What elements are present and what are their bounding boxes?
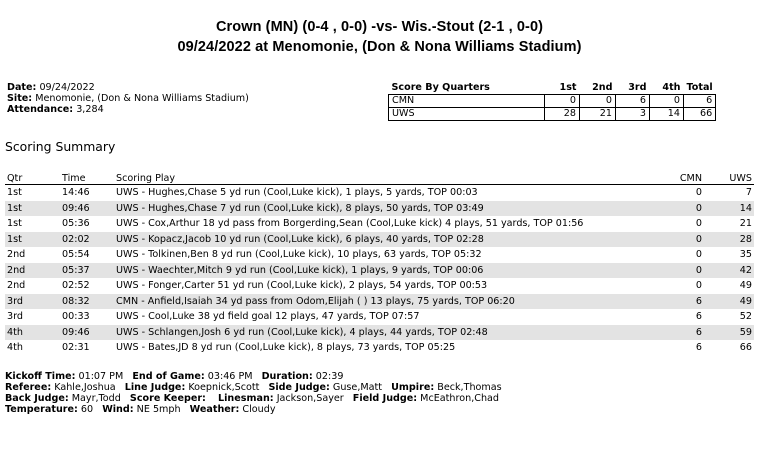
time-cell: 02:02 [60,232,114,248]
scoring-summary-table [5,170,754,356]
col-header-qtr: Qtr [5,170,60,185]
sbq-quarter-score: 6 [616,95,650,108]
home-score-cell: 7 [745,187,752,198]
col-header-time: Time [60,170,114,185]
scoring-row [5,294,754,310]
away-score-cell: 6 [654,294,704,310]
home-score-cell: 14 [704,201,754,217]
time-cell: 05:36 [62,218,90,229]
home-score-cell: 21 [739,218,752,229]
referee-value: Kahle,Joshua [54,382,116,393]
sbq-col-header: 3rd [628,82,647,93]
scoring-row [5,263,754,279]
end-value: 03:46 PM [207,371,253,382]
game-attendance [7,104,104,115]
officials-line-1 [5,383,502,394]
weather-line [5,405,276,416]
sbq-quarter-score: 0 [580,95,616,108]
sbq-quarter-score: 0 [650,95,684,108]
col-header-home: UWS [704,170,754,185]
away-score-cell: 6 [654,325,704,341]
site-label: Site: [7,93,33,104]
scoring-play-cell: UWS - Fonger,Carter 51 yd run (Cool,Luke kick), 2 plays, 54 yards, TOP 00:53 [116,280,488,291]
scoring-play-cell: CMN - Anfield,Isaiah 34 yd pass from Odom,Elijah ( ) 13 plays, 75 yards, TOP 06:20 [114,294,654,310]
scoring-row [5,278,754,294]
time-cell: 08:32 [60,294,114,310]
referee-label: Referee: [5,382,52,393]
away-score-cell: 6 [695,311,702,322]
home-score-cell: 52 [739,311,752,322]
home-score-cell: 49 [739,280,752,291]
away-score-cell: 6 [695,342,702,353]
linesman-label: Linesman: [218,393,274,404]
away-score-cell: 0 [695,280,702,291]
sbq-quarter-score: 3 [616,108,650,121]
away-score-cell: 0 [695,249,702,260]
linesman-value: Jackson,Sayer [276,393,344,404]
side-judge-value: Guse,Matt [332,382,383,393]
scoring-rows [5,185,754,356]
game-site [7,93,249,104]
home-score-cell: 59 [704,325,754,341]
sbq-total: 66 [684,108,716,121]
sbq-row [389,95,716,108]
sbq-row [389,108,716,121]
duration-label: Duration: [261,371,313,382]
scoring-row [5,201,754,217]
sbq-quarter-score: 0 [545,95,580,108]
away-score-cell: 0 [654,263,704,279]
qtr-cell: 1st [5,201,60,217]
field-judge-value: McEathron,Chad [420,393,499,404]
col-header-play: Scoring Play [114,170,654,185]
game-date-site-title: 09/24/2022 at Menomonie, (Don & Nona Williams Stadium) [177,39,582,55]
time-cell: 05:37 [60,263,114,279]
attendance-label: Attendance: [7,104,74,115]
scoring-row [5,325,754,341]
weather-value: Cloudy [242,404,276,415]
away-score-cell: 0 [654,232,704,248]
sbq-col-header: 4th [662,82,681,93]
qtr-cell: 1st [7,218,22,229]
side-judge-label: Side Judge: [268,382,330,393]
scoring-play-cell: UWS - Schlangen,Josh 6 yd run (Cool,Luke kick), 4 plays, 44 yards, TOP 02:48 [114,325,654,341]
temperature-label: Temperature: [5,404,78,415]
sbq-title: Score By Quarters [391,82,490,93]
sbq-team: CMN [389,95,545,108]
scoring-row [5,340,754,356]
score-by-quarters-table [388,82,716,121]
duration-value: 02:39 [315,371,344,382]
away-score-cell: 0 [695,187,702,198]
site-value: Menomonie, (Don & Nona Williams Stadium) [35,93,249,104]
qtr-cell: 3rd [5,294,60,310]
home-score-cell: 66 [739,342,752,353]
attendance-value: 3,284 [76,104,104,115]
qtr-cell: 4th [7,342,23,353]
kickoff-value: 01:07 PM [78,371,124,382]
scoring-play-cell: UWS - Hughes,Chase 7 yd run (Cool,Luke kick), 8 plays, 50 yards, TOP 03:49 [114,201,654,217]
date-label: Date: [7,82,37,93]
qtr-cell: 1st [5,232,60,248]
wind-label: Wind: [102,404,134,415]
line-judge-value: Koepnick,Scott [188,382,260,393]
scoring-play-cell: UWS - Tolkinen,Ben 8 yd run (Cool,Luke kick), 10 plays, 63 yards, TOP 05:32 [116,249,482,260]
scoring-play-cell: UWS - Waechter,Mitch 9 yd run (Cool,Luke kick), 1 plays, 9 yards, TOP 00:06 [114,263,654,279]
qtr-cell: 1st [7,187,22,198]
game-date [7,82,95,93]
time-cell: 02:31 [62,342,90,353]
sbq-team: UWS [389,108,545,121]
qtr-cell: 2nd [7,249,26,260]
sbq-quarter-score: 28 [545,108,580,121]
score-keeper-label: Score Keeper: [129,393,206,404]
away-score-cell: 0 [654,201,704,217]
qtr-cell: 2nd [5,263,60,279]
time-cell: 00:33 [62,311,90,322]
scoring-play-cell: UWS - Kopacz,Jacob 10 yd run (Cool,Luke kick), 6 plays, 40 yards, TOP 02:28 [114,232,654,248]
sbq-quarter-score: 21 [580,108,616,121]
line-judge-label: Line Judge: [124,382,186,393]
umpire-label: Umpire: [391,382,435,393]
scoring-row [5,216,754,232]
home-score-cell: 35 [739,249,752,260]
time-cell: 09:46 [60,201,114,217]
home-score-cell: 42 [704,263,754,279]
scoring-play-cell: UWS - Cool,Luke 38 yd field goal 12 plays, 47 yards, TOP 07:57 [116,311,420,322]
sbq-col-header: 1st [559,82,577,93]
date-value: 09/24/2022 [39,82,95,93]
scoring-summary-heading: Scoring Summary [5,139,116,154]
officials-line-2 [5,394,499,405]
time-cell: 14:46 [62,187,90,198]
temperature-value: 60 [80,404,94,415]
sbq-col-header: Total [686,82,713,93]
scoring-play-cell: UWS - Cox,Arthur 18 yd pass from Borgerding,Sean (Cool,Luke kick) 4 plays, 51 yards, TOP 01:56 [116,218,584,229]
away-score-cell: 0 [695,218,702,229]
qtr-cell: 3rd [7,311,23,322]
scoring-row [5,309,754,325]
weather-label: Weather: [189,404,240,415]
game-times [5,372,343,383]
sbq-col-header: 2nd [592,82,613,93]
scoring-row [5,185,754,201]
kickoff-label: Kickoff Time: [5,371,76,382]
scoring-row [5,232,754,248]
sbq-total: 6 [684,95,716,108]
time-cell: 02:52 [62,280,90,291]
end-label: End of Game: [132,371,205,382]
scoring-row [5,247,754,263]
qtr-cell: 4th [5,325,60,341]
sbq-header-row [389,82,716,95]
wind-value: NE 5mph [136,404,181,415]
field-judge-label: Field Judge: [352,393,418,404]
back-judge-label: Back Judge: [5,393,69,404]
col-header-away: CMN [654,170,704,185]
home-score-cell: 49 [704,294,754,310]
scoring-play-cell: UWS - Bates,JD 8 yd run (Cool,Luke kick), 8 plays, 73 yards, TOP 05:25 [116,342,456,353]
game-matchup-title: Crown (MN) (0-4 , 0-0) -vs- Wis.-Stout (2-1 , 0-0) [215,19,544,35]
home-score-cell: 28 [704,232,754,248]
qtr-cell: 2nd [7,280,26,291]
time-cell: 09:46 [60,325,114,341]
umpire-value: Beck,Thomas [437,382,502,393]
back-judge-value: Mayr,Todd [71,393,121,404]
time-cell: 05:54 [62,249,90,260]
scoring-play-cell: UWS - Hughes,Chase 5 yd run (Cool,Luke kick), 1 plays, 5 yards, TOP 00:03 [116,187,478,198]
sbq-quarter-score: 14 [650,108,684,121]
scoring-header-row [5,170,754,185]
